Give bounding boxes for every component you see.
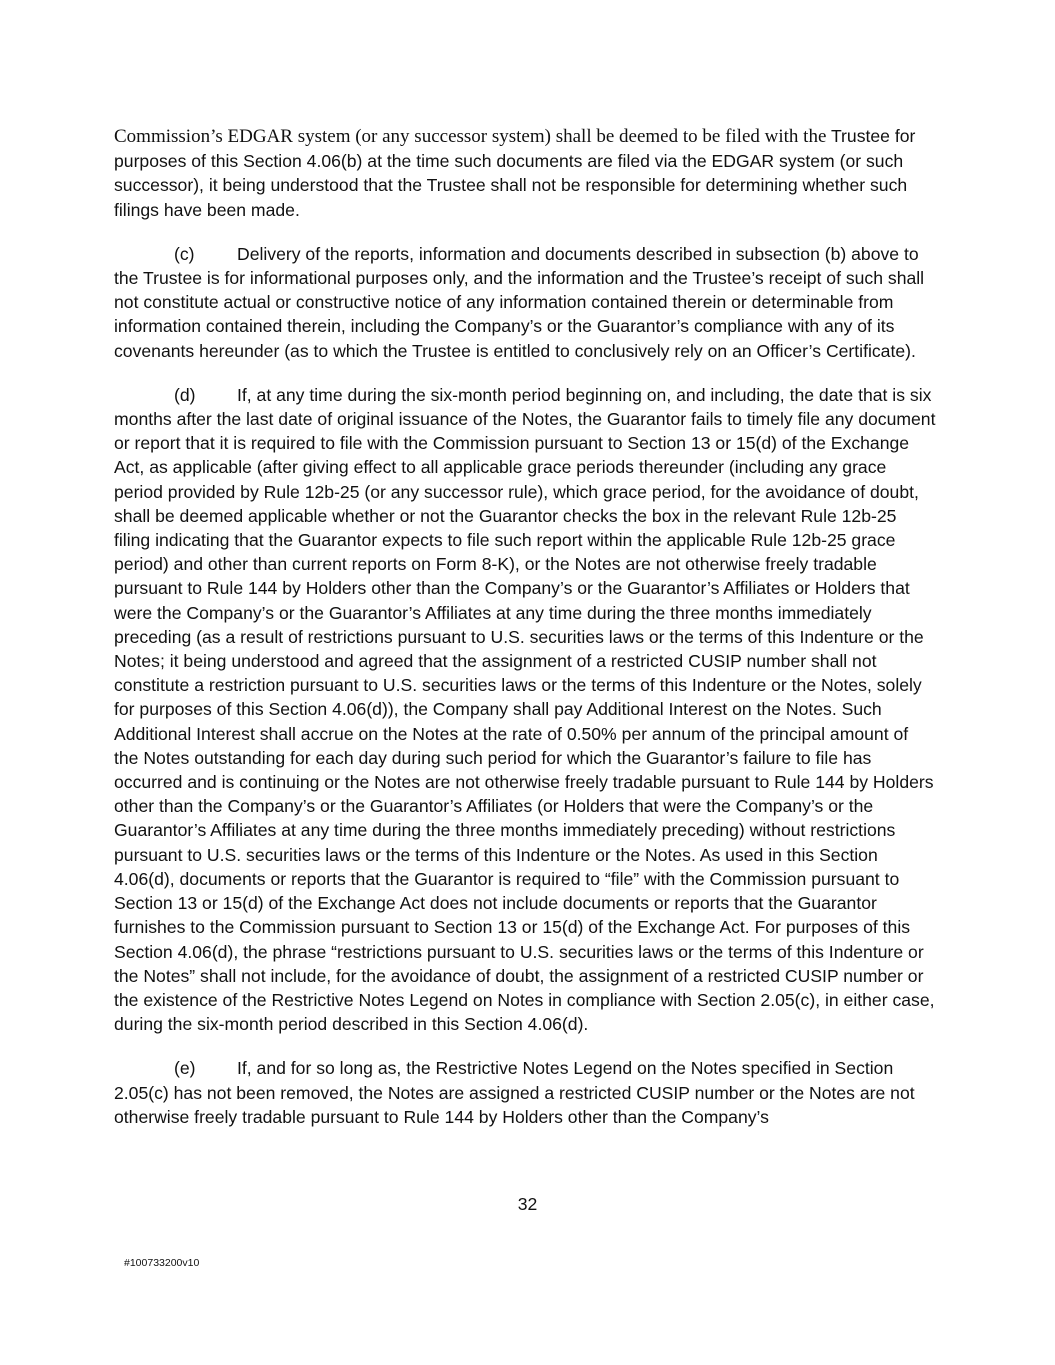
paragraph-d xyxy=(114,383,936,1036)
paragraph-lead-text: Commission’s EDGAR system (or any successor system) shall be deemed to be filed with the xyxy=(114,126,827,147)
paragraph-c xyxy=(114,242,936,363)
paragraph-label: (e) xyxy=(174,1058,196,1079)
paragraph-label: (d) xyxy=(174,384,196,405)
paragraph-continuation xyxy=(114,124,936,222)
paragraph-label: (c) xyxy=(174,243,195,264)
paragraph-text: Trustee for purposes of this Section 4.06(b) at the time such documents are filed via the EDGAR system (or such successor), it being understood that the Trustee shall not be responsible for determining whether such filings have been made. xyxy=(114,126,916,220)
document-body xyxy=(114,124,936,1149)
page-number: 32 xyxy=(517,1194,538,1214)
paragraph-text: Delivery of the reports, information and documents described in subsection (b) above to the Trustee is for informational purposes only, and the information and the Trustee’s receipt of such shall not constitute actual or constructive notice of any information contained therein or determinable from information contained therein, including the Company’s or the Guarantor’s compliance with any of its covenants hereunder (as to which the Trustee is entitled to conclusively rely on an Officer’s Certificate). xyxy=(114,243,925,361)
paragraph-e xyxy=(114,1056,936,1129)
document-id: #100733200v10 xyxy=(124,1257,200,1269)
paragraph-text: If, and for so long as, the Restrictive Notes Legend on the Notes specified in Section 2.05(c) has not been removed, the Notes are assigned a restricted CUSIP number or the Notes are not otherwise freely tradable pursuant to Rule 144 by Holders other than the Company’s xyxy=(114,1058,915,1127)
paragraph-text: If, at any time during the six-month period beginning on, and including, the date that is six months after the last date of original issuance of the Notes, the Guarantor fails to timely file any document or report that it is required to file with the Commission pursuant to Section 13 or 15(d) of the Exchange Act, as applicable (after giving effect to all applicable grace periods thereunder (including any grace period provided by Rule 12b-25 (or any successor rule), which grace period, for the avoidance of doubt, shall be deemed applicable whether or not the Guarantor checks the box in the relevant Rule 12b-25 filing indicating that the Guarantor expects to file such report within the applicable Rule 12b-25 grace period) and other than current reports on Form 8-K), or the Notes are not otherwise freely tradable pursuant to Rule 144 by Holders other than the Company’s or the Guarantor’s Affiliates or Holders that were the Company’s or the Guarantor’s Affiliates at any time during the three months immediately preceding (as a result of restrictions pursuant to U.S. securities laws or the terms of this Indenture or the Notes; it being understood and agreed that the assignment of a restricted CUSIP number shall not constitute a restriction pursuant to U.S. securities laws or the terms of this Indenture or the Notes, solely for purposes of this Section 4.06(d)), the Company shall pay Additional Interest on the Notes. Such Additional Interest shall accrue on the Notes at the rate of 0.50% per annum of the principal amount of the Notes outstanding for each day during such period for which the Guarantor’s failure to file has occurred and is continuing or the Notes are not otherwise freely tradable pursuant to Rule 144 by Holders other than the Company’s or the Guarantor’s Affiliates (or Holders that were the Company’s or the Guarantor’s Affiliates at any time during the three months immediately preceding) without restrictions pursuant to U.S. securities laws or the terms of this Indenture or the Notes. As used in this Section 4.06(d), documents or reports that the Guarantor is required to “file” with the Commission pursuant to Section 13 or 15(d) of the Exchange Act does not include documents or reports that the Guarantor furnishes to the Commission pursuant to Section 13 or 15(d) of the Exchange Act. For purposes of this Section 4.06(d), the phrase “restrictions pursuant to U.S. securities laws or the terms of this Indenture or the Notes” shall not include, for the avoidance of doubt, the assignment of a restricted CUSIP number or the existence of the Restrictive Notes Legend on Notes in compliance with Section 2.05(c), in either case, during the six-month period described in this Section 4.06(d). xyxy=(114,384,936,1035)
